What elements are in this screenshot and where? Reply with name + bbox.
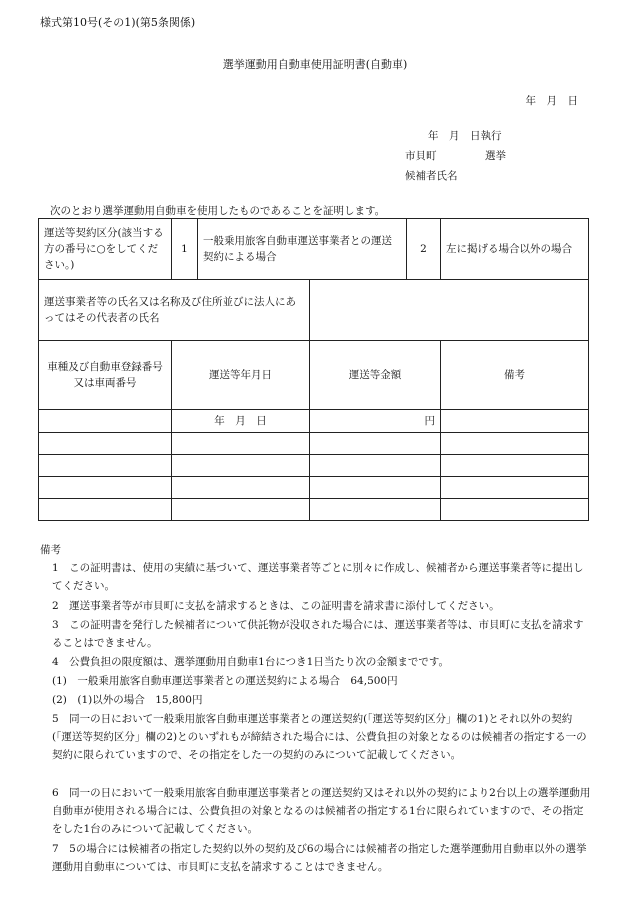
notes-heading: 備考 [40, 544, 61, 556]
contract-label: 運送等契約区分(該当する方の番号に○をしてください。) [39, 219, 172, 280]
amount-cell[interactable] [310, 455, 441, 477]
form-number: 様式第10号(その1)(第5条関係) [40, 16, 196, 29]
header-amount: 運送等金額 [310, 341, 441, 410]
remarks-cell[interactable] [441, 455, 589, 477]
date-cell[interactable] [172, 455, 310, 477]
vehicle-cell[interactable] [39, 499, 172, 521]
remarks-cell[interactable] [441, 477, 589, 499]
issue-date: 年 月 日 [525, 95, 578, 107]
note-7: 7 5の場合には候補者の指定した契約以外の契約及び6の場合には候補者の指定した選挙運動用自動車以外の選挙運動用自動車については、市貝町に支払を請求することはできません。 [52, 843, 587, 873]
note-4: 4 公費負担の限度額は、選挙運動用自動車1台につき1日当たり次の金額までです。 [52, 656, 449, 668]
table-row [39, 410, 589, 433]
header-vehicle: 車種及び自動車登録番号又は車両番号 [39, 341, 172, 410]
header-row [39, 341, 589, 410]
note-1: 1 この証明書は、使用の実績に基づいて、運送事業者等ごとに別々に作成し、候補者から運送事業者等に提出してください。 [52, 562, 584, 592]
remarks-cell[interactable] [441, 410, 589, 433]
date-cell[interactable] [172, 433, 310, 455]
header-remarks: 備考 [441, 341, 589, 410]
vehicle-cell[interactable] [39, 410, 172, 433]
note-4-2: (2) (1)以外の場合 15,800円 [52, 694, 203, 706]
note-4-1: (1) 一般乗用旅客自動車運送事業者との運送契約による場合 64,500円 [52, 675, 398, 687]
operator-label: 運送事業者等の氏名又は名称及び住所並びに法人にあってはその代表者の氏名 [39, 280, 310, 341]
certificate-table [38, 218, 589, 521]
table-row [39, 433, 589, 455]
date-cell[interactable] [172, 477, 310, 499]
vehicle-cell[interactable] [39, 455, 172, 477]
remarks-cell[interactable] [441, 433, 589, 455]
page-title: 選挙運動用自動車使用証明書(自動車) [222, 58, 408, 71]
note-5: 5 同一の日において一般乗用旅客自動車運送事業者との運送契約(「運送等契約区分」欄の1)とそれ以外の契約(「運送等契約区分」欄の2)とのいずれもが締結された場合には、公費負担の対象となるのは候補者の指定する一の契約に限られていますので、その指定をした一の契約のみについて記載してください。 [52, 713, 587, 761]
date-cell[interactable]: 年 月 日 [172, 410, 310, 433]
remarks-cell[interactable] [441, 499, 589, 521]
note-6: 6 同一の日において一般乗用旅客自動車運送事業者との運送契約又はそれ以外の契約により2台以上の選挙運動用自動車が使用される場合には、公費負担の対象となるのは候補者の指定する1台に限られていますので、その指定をした1台のみについて記載してください。 [52, 787, 591, 835]
execution-date: 年 月 日執行 [428, 130, 502, 142]
contract-row [39, 219, 589, 280]
town-name: 市貝町 [405, 150, 437, 162]
amount-cell[interactable] [310, 477, 441, 499]
header-date: 運送等年月日 [172, 341, 310, 410]
amount-cell[interactable] [310, 433, 441, 455]
option1-text: 一般乗用旅客自動車運送事業者との運送契約による場合 [198, 219, 407, 280]
intro-text: 次のとおり選挙運動用自動車を使用したものであることを証明します。 [50, 205, 386, 217]
option2-number[interactable]: 2 [407, 219, 441, 280]
option1-number[interactable]: 1 [172, 219, 198, 280]
vehicle-cell[interactable] [39, 477, 172, 499]
operator-value[interactable] [310, 280, 589, 341]
amount-cell[interactable] [310, 499, 441, 521]
operator-row [39, 280, 589, 341]
candidate-name-label: 候補者氏名 [405, 170, 458, 182]
note-3: 3 この証明書を発行した候補者について供託物が没収された場合には、運送事業者等は、市貝町に支払を請求することはできません。 [52, 619, 584, 649]
table-row [39, 455, 589, 477]
vehicle-cell[interactable] [39, 433, 172, 455]
date-cell[interactable] [172, 499, 310, 521]
amount-cell[interactable]: 円 [310, 410, 441, 433]
table-row [39, 499, 589, 521]
table-row [39, 477, 589, 499]
option2-text: 左に掲げる場合以外の場合 [441, 219, 589, 280]
note-2: 2 運送事業者等が市貝町に支払を請求するときは、この証明書を請求書に添付してください。 [52, 600, 500, 612]
election-label: 選挙 [485, 150, 506, 162]
